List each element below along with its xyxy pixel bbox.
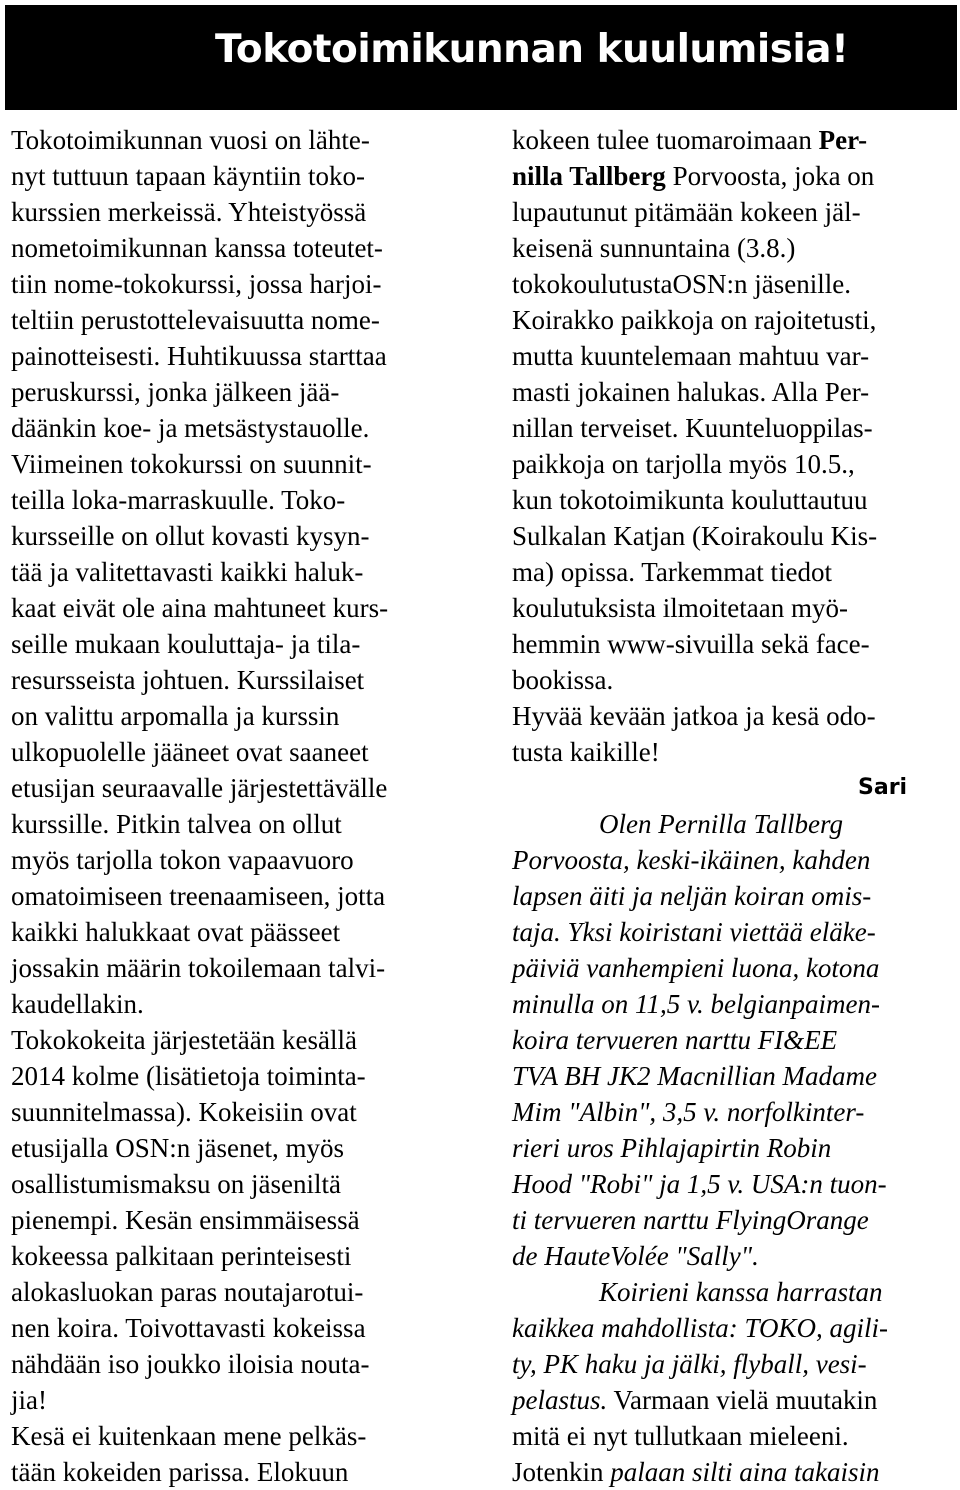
text-line: Porvoosta, keski-ikäinen, kahden [512, 845, 871, 875]
text-line: mutta kuuntelemaan mahtuu var- [512, 341, 870, 371]
text-line: teltiin perustottelevaisuutta nome- [11, 305, 380, 335]
text-line: Mim "Albin", 3,5 v. norfolkinter- [512, 1097, 865, 1127]
text-line: TVA BH JK2 Macnillian Madame [512, 1061, 877, 1091]
text-line: Olen Pernilla Tallberg [599, 809, 844, 839]
text-line: kaikkea mahdollista: TOKO, agili- [512, 1313, 888, 1343]
text-line: päiviä vanhempieni luona, kotona [512, 953, 880, 983]
judge-name-part: Per- [818, 125, 868, 155]
text-line: nillan terveiset. Kuunteluoppilas- [512, 413, 873, 443]
text-line: koulutuksista ilmoitetaan myö- [512, 593, 848, 623]
text-line: rieri uros Pihlajapirtin Robin [512, 1133, 832, 1163]
text-line: Viimeinen tokokurssi on suunnit- [11, 449, 372, 479]
header-banner [5, 5, 957, 110]
text-line: seille mukaan kouluttaja- ja tila- [11, 629, 361, 659]
text-line: ti tervueren narttu FlyingOrange [512, 1205, 869, 1235]
judge-name-part: nilla Tallberg [512, 161, 666, 191]
text-line: masti jokainen halukas. Alla Per- [512, 377, 870, 407]
text-line: tiin nome-tokokurssi, jossa harjoi- [11, 269, 382, 299]
text-line: bookissa. [512, 665, 614, 695]
text-line: Hyvää kevään jatkoa ja kesä odo- [512, 701, 876, 731]
text-segment: kokeen tulee tuomaroimaan [512, 125, 819, 155]
text-line: osallistumismaksu on jäseniltä [11, 1169, 341, 1199]
text-line: nen koira. Toivottavasti kokeissa [11, 1313, 366, 1343]
text-line: ma) opissa. Tarkemmat tiedot [512, 557, 833, 587]
text-line: lapsen äiti ja neljän koiran omis- [512, 881, 872, 911]
text-line: nometoimikunnan kanssa toteutet- [11, 233, 383, 263]
text-line: suunnitelmassa). Kokeisiin ovat [11, 1097, 357, 1127]
text-line: Sulkalan Katjan (Koirakoulu Kis- [512, 521, 878, 551]
text-line: kurssien merkeissä. Yhteistyössä [11, 197, 367, 227]
text-line: kursseille on ollut kovasti kysyn- [11, 521, 370, 551]
text-line: ty, PK haku ja jälki, flyball, vesi- [512, 1349, 867, 1379]
text-line: on valittu arpomalla ja kurssin [11, 701, 340, 731]
text-line: 2014 kolme (lisätietoja toiminta- [11, 1061, 366, 1091]
text-segment: Porvoosta, joka on [665, 161, 875, 191]
text-line: mitä ei nyt tullutkaan mieleeni. [512, 1421, 849, 1451]
text-line: alokasluokan paras noutajarotui- [11, 1277, 364, 1307]
text-line: taja. Yksi koiristani viettää eläke- [512, 917, 876, 947]
text-line [512, 1382, 952, 1418]
left-column [11, 122, 463, 1490]
text-line: resursseista johtuen. Kurssilaiset [11, 665, 365, 695]
text-line: myös tarjolla tokon vapaavuoro [11, 845, 354, 875]
text-segment: Jotenkin [512, 1457, 611, 1487]
text-line: hemmin www-sivuilla sekä face- [512, 629, 870, 659]
text-line: painotteisesti. Huhtikuussa starttaa [11, 341, 387, 371]
text-line: peruskurssi, jonka jälkeen jää- [11, 377, 340, 407]
text-line: lupautunut pitämään kokeen jäl- [512, 197, 861, 227]
text-line [512, 1454, 952, 1490]
text-line: keisenä sunnuntaina (3.8.) [512, 233, 796, 263]
text-line: Tokotoimikunnan vuosi on lähte- [11, 125, 370, 155]
text-line: Koirieni kanssa harrastan [599, 1277, 883, 1307]
text-line: däänkin koe- ja metsästystauolle. [11, 413, 370, 443]
text-line: jia! [11, 1385, 47, 1415]
text-line: nyt tuttuun tapaan käyntiin toko- [11, 161, 365, 191]
text-segment: palaan silti aina takaisin [610, 1457, 880, 1487]
text-line: etusijalla OSN:n jäsenet, myös [11, 1133, 344, 1163]
text-line: tokokoulutustaOSN:n jäsenille. [512, 269, 851, 299]
text-line: Hood "Robi" ja 1,5 v. USA:n tuon- [512, 1169, 887, 1199]
text-line: kaudellakin. [11, 989, 144, 1019]
text-line: minulla on 11,5 v. belgianpaimen- [512, 989, 880, 1019]
text-line: kurssille. Pitkin talvea on ollut [11, 809, 342, 839]
text-line: paikkoja on tarjolla myös 10.5., [512, 449, 855, 479]
text-line: nähdään iso joukko iloisia nouta- [11, 1349, 370, 1379]
text-line [512, 122, 952, 158]
text-line: jossakin määrin tokoilemaan talvi- [11, 953, 386, 983]
text-line: Kesä ei kuitenkaan mene pelkäs- [11, 1421, 367, 1451]
text-line: tusta kaikille! [512, 737, 660, 767]
text-line: koira tervueren narttu FI&EE [512, 1025, 838, 1055]
text-line: Tokokokeita järjestetään kesällä [11, 1025, 357, 1055]
text-segment: pelastus. [512, 1385, 608, 1415]
page-title: Tokotoimikunnan kuulumisia! [215, 27, 849, 72]
text-line: kaikki halukkaat ovat päässeet [11, 917, 341, 947]
text-line: ulkopuolelle jääneet ovat saaneet [11, 737, 369, 767]
text-line: kaat eivät ole aina mahtuneet kurs- [11, 593, 389, 623]
text-line: etusijan seuraavalle järjestettävälle [11, 773, 388, 803]
text-segment: Varmaan vielä muutakin [607, 1385, 878, 1415]
text-line: pienempi. Kesän ensimmäisessä [11, 1205, 360, 1235]
right-column [512, 122, 952, 1490]
signature: Sari [858, 775, 908, 800]
text-line [512, 158, 952, 194]
text-line: kokeessa palkitaan perinteisesti [11, 1241, 352, 1271]
text-line: omatoimiseen treenaamiseen, jotta [11, 881, 386, 911]
text-line: kun tokotoimikunta kouluttautuu [512, 485, 868, 515]
text-line: tää ja valitettavasti kaikki haluk- [11, 557, 364, 587]
text-line: tään kokeiden parissa. Elokuun [11, 1457, 349, 1487]
text-line: teilla loka-marraskuulle. Toko- [11, 485, 346, 515]
text-line: de HauteVolée "Sally". [512, 1241, 759, 1271]
text-line: Koirakko paikkoja on rajoitetusti, [512, 305, 877, 335]
